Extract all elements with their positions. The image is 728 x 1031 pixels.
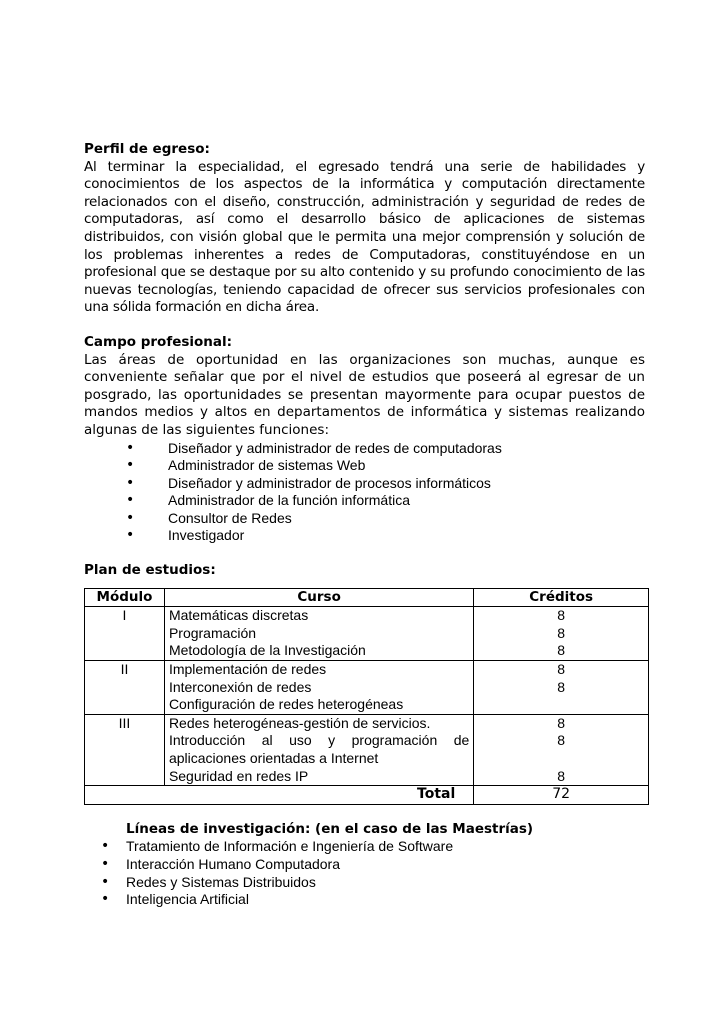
credit-value: 8 [557, 624, 566, 641]
list-item: • Interacción Humano Computadora [101, 855, 341, 872]
course-name: Metodología de la Investigación [168, 642, 366, 659]
spacer [84, 545, 645, 562]
list-item: • Inteligencia Artificial [101, 891, 249, 908]
document-page [84, 141, 645, 909]
list-item: • Consultor de Redes [126, 509, 292, 526]
bullet-icon: • [126, 492, 135, 509]
perfil-title: Perfil de egreso: [84, 141, 210, 157]
credit-value: 8 [557, 732, 566, 749]
credit-value: 8 [557, 607, 566, 624]
list-item: • Diseñador y administrador de procesos informáticos [126, 474, 491, 491]
course-name: Interconexión de redes [168, 678, 312, 695]
course-cell [164, 714, 473, 785]
bullet-icon: • [126, 527, 135, 544]
bullet-icon: • [101, 838, 110, 855]
credit-value: 8 [557, 661, 566, 678]
course-name: Redes heterogéneas-gestión de servicios. [168, 714, 431, 731]
plan-title: Plan de estudios: [84, 562, 216, 579]
campo-text: Las áreas de oportunidad en las organizaciones son muchas, aunque es conveniente señalar que por el nivel de estudios que poseerá al egresar de un posgrado, las oportunidades se presentan mayormente para ocupar puestos de mandos medios y altos en departamentos de informática y sistemas realizando algunas de las siguientes funciones: [84, 351, 645, 438]
list-item: • Administrador de la función informática [126, 492, 411, 509]
lineas-title: Líneas de investigación: (en el caso de las Maestrías) [126, 820, 534, 837]
credit-value [478, 750, 644, 768]
bullet-icon: • [126, 457, 135, 474]
bullet-icon: • [101, 891, 110, 908]
course-name: Matemáticas discretas [168, 607, 309, 624]
list-item: • Tratamiento de Información e Ingeniería de Software [101, 838, 454, 855]
campo-title: Campo profesional: [84, 333, 233, 350]
list-item: • Administrador de sistemas Web [126, 457, 366, 474]
bullet-icon: • [126, 474, 135, 491]
total-row [85, 786, 649, 805]
course-name: Programación [168, 624, 257, 641]
functions-list [84, 440, 645, 546]
bullet-icon: • [126, 509, 135, 526]
credit-value: 8 [557, 678, 566, 695]
credits-cell [474, 607, 649, 661]
list-item: • Redes y Sistemas Distribuidos [101, 873, 316, 890]
credits-cell [474, 714, 649, 785]
list-item: • Diseñador y administrador de redes de computadoras [126, 439, 502, 456]
course-name: Seguridad en redes IP [168, 767, 309, 784]
header-curso: Curso [164, 588, 473, 607]
table-row [85, 714, 649, 785]
credit-value: 8 [557, 767, 566, 784]
credit-value: 8 [557, 714, 566, 731]
total-label: Total [85, 786, 474, 805]
course-name: Introducción al uso y programación de [168, 732, 470, 749]
course-name: aplicaciones orientadas a Internet [168, 750, 379, 766]
table-header-row [85, 588, 649, 607]
plan-table [84, 588, 649, 805]
course-name: Configuración de redes heterogéneas [168, 696, 404, 713]
credit-value [478, 696, 644, 714]
header-modulo: Módulo [85, 588, 165, 607]
module-id: II [85, 661, 165, 715]
table-row [85, 607, 649, 661]
lineas-section [84, 821, 645, 909]
header-creditos: Créditos [474, 588, 649, 607]
course-cell [164, 661, 473, 715]
list-item: • Investigador [126, 527, 245, 544]
bullet-icon: • [101, 855, 110, 872]
perfil-text: Al terminar la especialidad, el egresado tendrá una serie de habilidades y conocimientos de los aspectos de la informática y computación directamente relacionados con el diseño, construcción, administración y seguridad de redes de computadoras, así como el desarrollo básico de aplicaciones de sistemas distribuidos, con visión global que le permita una mejor comprensión y solución de los problemas inherentes a redes de Computadoras, constituyéndose en un profesional que se destaque por su alto contenido y su profundo conocimiento de las nuevas tecnologías, teniendo capacidad de ofrecer sus servicios profesionales con una sólida formación en dicha área. [84, 158, 645, 316]
course-name: Implementación de redes [168, 661, 327, 678]
table-row [85, 661, 649, 715]
total-value: 72 [474, 786, 649, 805]
module-id: III [85, 714, 165, 785]
bullet-icon: • [101, 873, 110, 890]
lineas-list [84, 838, 645, 908]
spacer [84, 317, 645, 334]
module-id: I [85, 607, 165, 661]
course-cell [164, 607, 473, 661]
credit-value: 8 [557, 642, 566, 659]
bullet-icon: • [126, 439, 135, 456]
credits-cell [474, 661, 649, 715]
